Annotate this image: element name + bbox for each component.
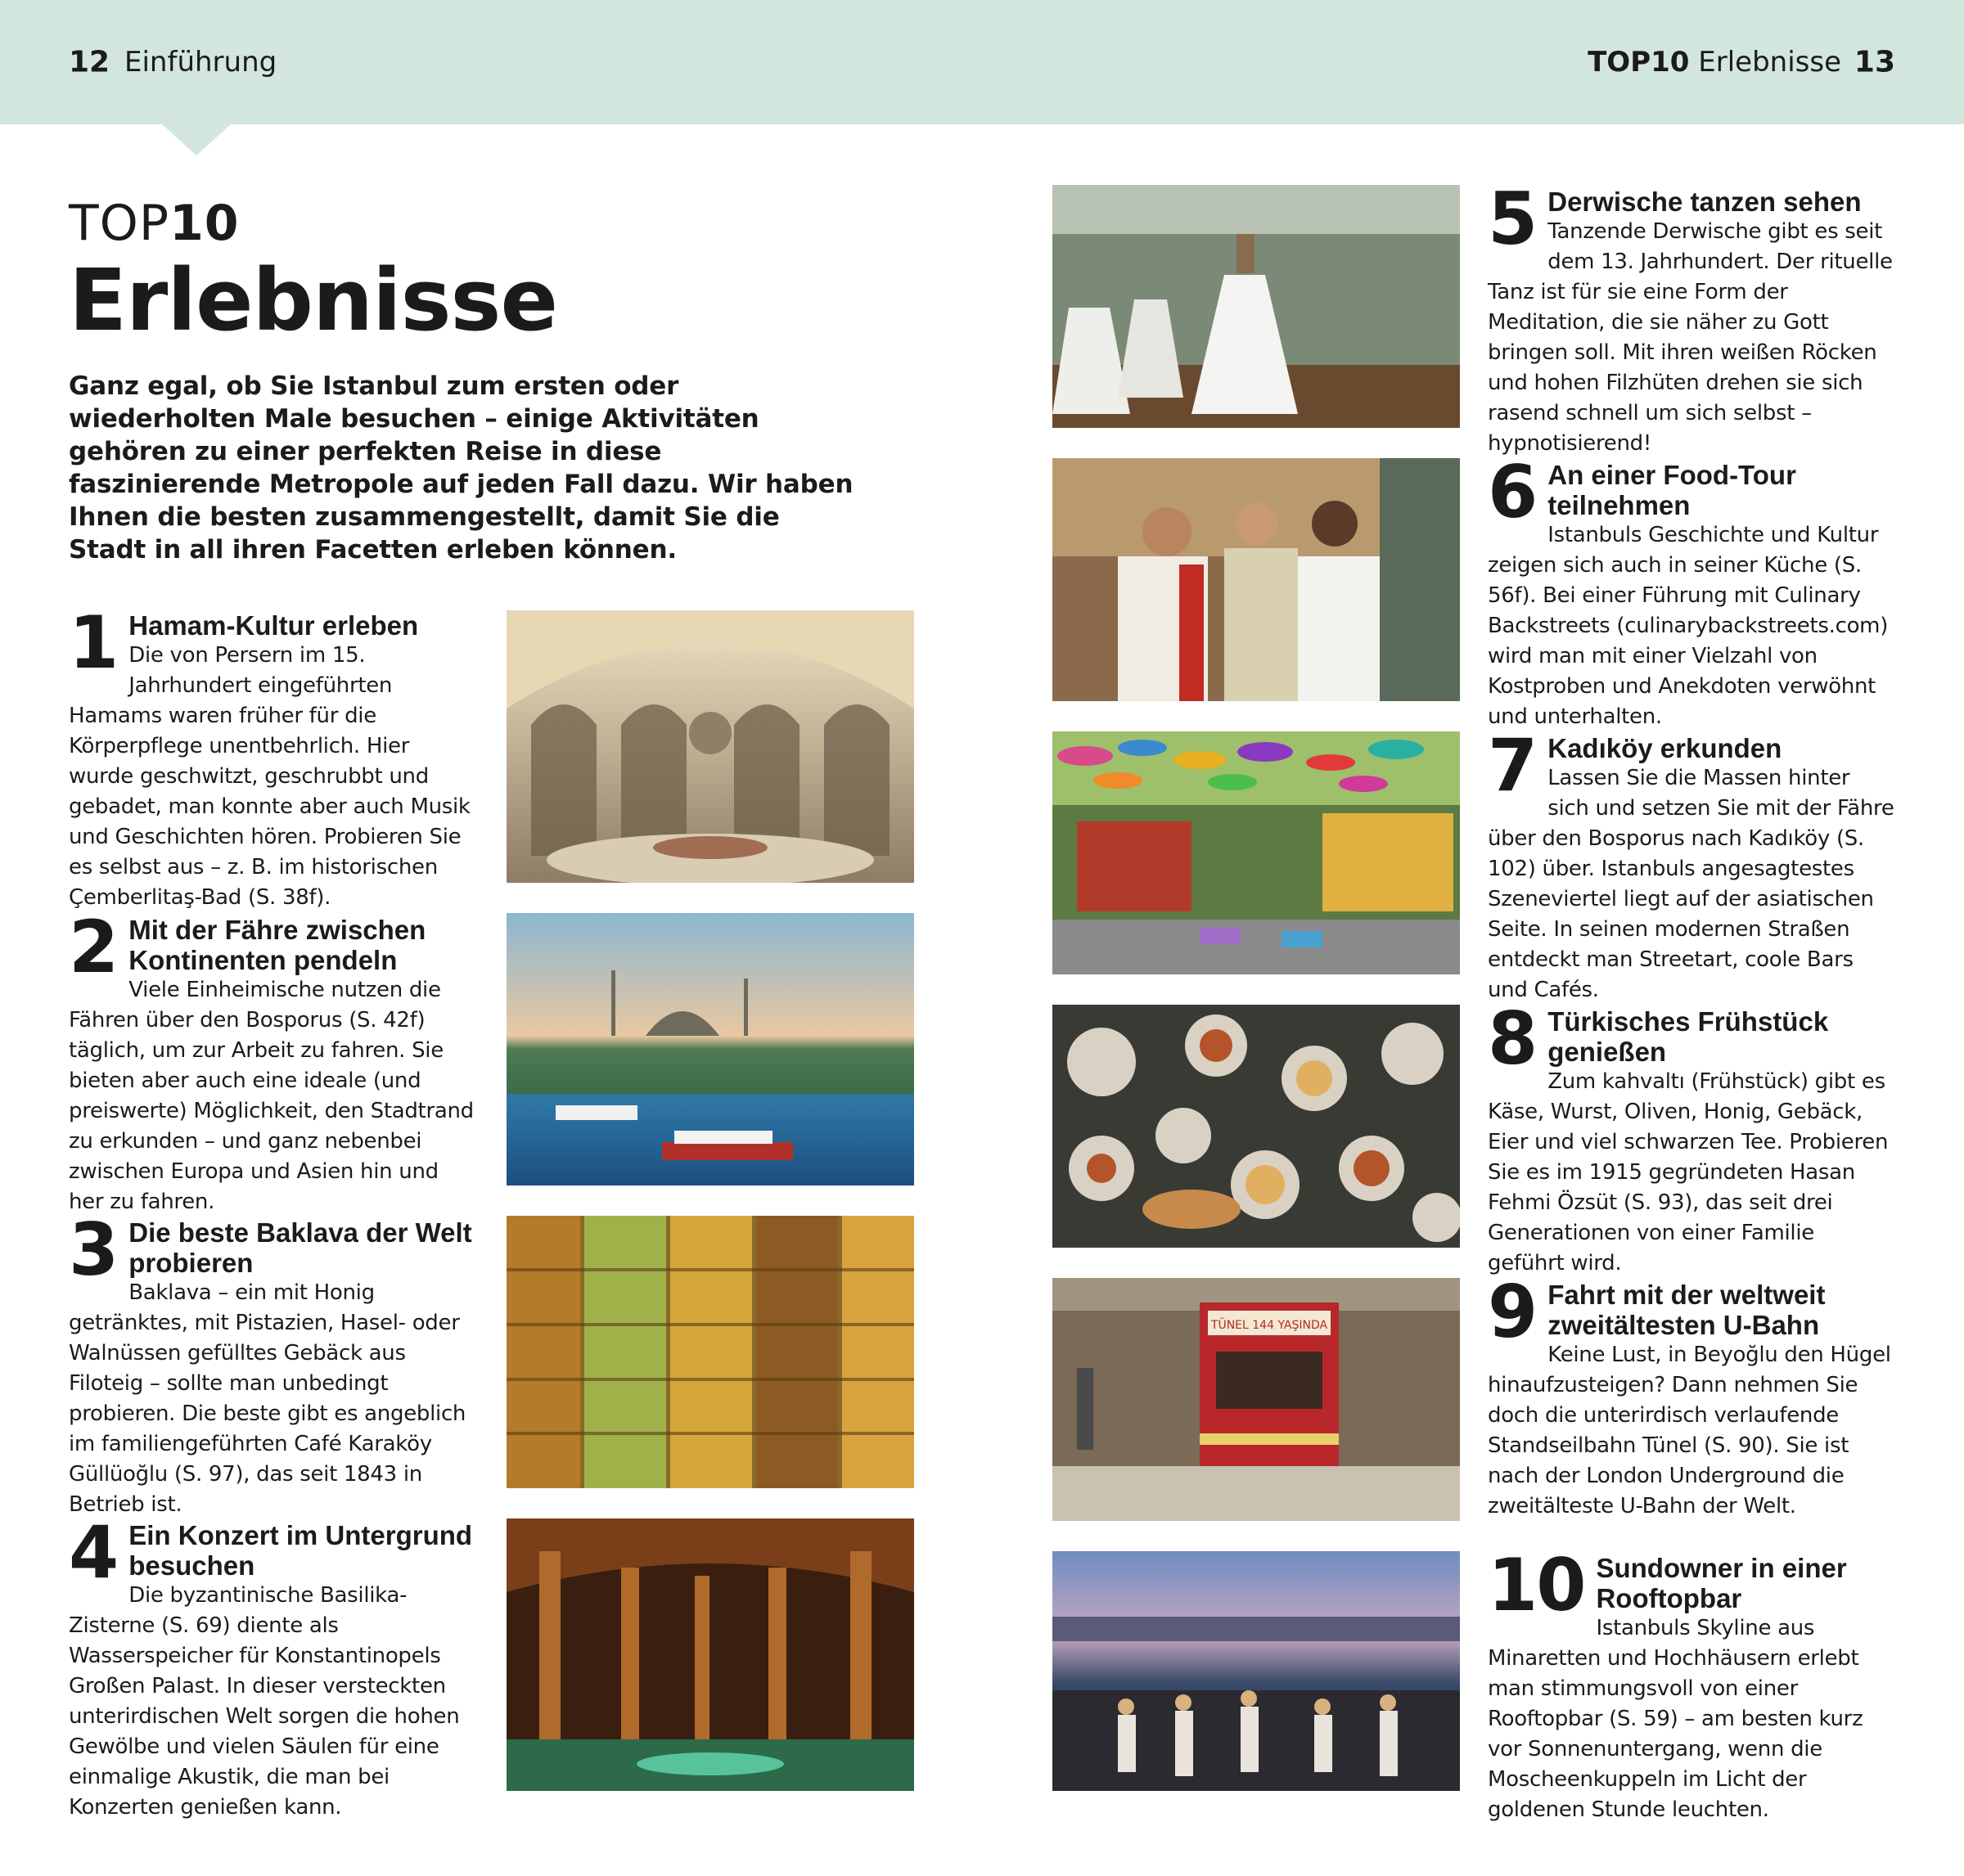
item-title: Türkisches Frühstück genießen	[1547, 1006, 1829, 1067]
left-page-number: 12	[69, 45, 110, 79]
top10-kicker: TOP10	[69, 195, 240, 252]
item-number: 7	[1488, 723, 1537, 808]
list-item	[69, 601, 478, 913]
hamam-photo	[507, 610, 914, 883]
rooftop-photo	[1052, 1551, 1460, 1791]
item-title: Derwische tanzen sehen	[1547, 187, 1862, 217]
item-number: 4	[69, 1510, 118, 1595]
list-item	[1488, 177, 1897, 459]
item-number: 6	[1488, 450, 1537, 534]
item-title: Sundowner in einer Rooftopbar	[1596, 1553, 1847, 1613]
dervish-photo	[1052, 185, 1460, 428]
item-title: An einer Food-Tour teilnehmen	[1547, 460, 1796, 520]
item-title: Die beste Baklava der Welt probieren	[128, 1217, 472, 1278]
list-item	[69, 1208, 478, 1520]
list-item	[69, 1510, 478, 1823]
foodtour-photo	[1052, 458, 1460, 701]
header-notch	[162, 124, 231, 155]
item-number: 5	[1488, 177, 1537, 261]
tram-sign: TÜNEL 144 YAŞINDA	[1210, 1319, 1328, 1332]
tunel-photo	[1052, 1278, 1460, 1521]
item-body: Die byzantinische Basilika-Zisterne (S. 69) diente als Wasserspeicher für Konstantinopels Großen Palast. In dieser versteckten unterirdischen Welt sorgen die hohen Gewölbe und vielen Säulen für eine einmalige Akustik, die man bei Konzerten genießen kann.	[69, 1583, 460, 1820]
item-number: 9	[1488, 1270, 1537, 1354]
item-number: 2	[69, 905, 118, 989]
page-title: Erlebnisse	[69, 250, 557, 350]
item-title: Fahrt mit der weltweit zweitältesten U-Bahn	[1547, 1280, 1826, 1340]
list-item	[1488, 1543, 1897, 1825]
left-section-label: Einführung	[124, 46, 277, 79]
item-title: Ein Konzert im Untergrund besuchen	[128, 1520, 473, 1581]
ferry-photo	[507, 913, 914, 1185]
item-number: 3	[69, 1208, 118, 1292]
item-body: Viele Einheimische nutzen die Fähren über den Bosporus (S. 42f) täglich, um zur Arbeit zu fahren. Sie bieten aber auch eine ideale (und preiswerte) Möglichkeit, den Stadtrand zu erkunden – und ganz nebenbei zwischen Europa und Asien hin und her zu fahren.	[69, 978, 474, 1214]
item-number: 8	[1488, 996, 1537, 1081]
list-item	[1488, 1270, 1897, 1522]
right-page-number: 13	[1854, 45, 1895, 79]
item-number: 1	[69, 601, 118, 685]
item-body: Istanbuls Skyline aus Minaretten und Hochhäusern erlebt man stimmungsvoll von einer Rooftopbar (S. 59) – am besten kurz vor Sonnenuntergang, wenn die Moscheenkuppeln im Licht der goldenen Stunde leuchten.	[1488, 1616, 1863, 1822]
item-body: Tanzende Derwische gibt es seit dem 13. Jahrhundert. Der rituelle Tanz ist für sie eine Form der Meditation, die sie näher zu Gott bringen soll. Mit ihren weißen Röcken und hohen Filzhüten drehen sie sich rasend schnell um sich selbst – hypnotisierend!	[1488, 219, 1893, 456]
item-body: Zum kahvaltı (Frühstück) gibt es Käse, Wurst, Oliven, Honig, Gebäck, Eier und viel schwarzen Tee. Probieren Sie es im 1915 gegründeten Hasan Fehmi Özsüt (S. 93), das seit drei Generationen von einer Familie geführt wird.	[1488, 1069, 1889, 1275]
right-section-label: TOP10 Erlebnisse	[1588, 46, 1841, 79]
cistern-photo	[507, 1518, 914, 1791]
intro-paragraph: Ganz egal, ob Sie Istanbul zum ersten oder wiederholten Male besuchen – einige Aktivitäten gehören zu einer perfekten Reise in diese faszinierende Metropole auf jeden Fall dazu. Wir haben Ihnen die besten zusammengestellt, damit Sie die Stadt in all ihren Facetten erleben können.	[69, 371, 854, 565]
item-title: Hamam-Kultur erleben	[128, 610, 419, 641]
list-item	[1488, 996, 1897, 1279]
list-item	[1488, 723, 1897, 1005]
item-title: Kadıköy erkunden	[1547, 733, 1782, 763]
item-number: 10	[1488, 1543, 1585, 1627]
item-title: Mit der Fähre zwischen Kontinenten pendeln	[128, 915, 426, 975]
baklava-photo	[507, 1216, 914, 1488]
breakfast-photo	[1052, 1005, 1460, 1248]
item-body: Keine Lust, in Beyoğlu den Hügel hinaufzusteigen? Dann nehmen Sie doch die unterirdisch verlaufende Standseilbahn Tünel (S. 90). Sie ist nach der London Underground die zweitälteste U-Bahn der Welt.	[1488, 1343, 1891, 1518]
item-body: Lassen Sie die Massen hinter sich und setzen Sie mit der Fähre über den Bosporus nach Kadıköy (S. 102) über. Istanbuls angesagtestes Szeneviertel liegt auf der asiatischen Seite. In seinen modernen Straßen entdeckt man Streetart, coole Bars und Cafés.	[1488, 766, 1894, 1002]
item-body: Istanbuls Geschichte und Kultur zeigen sich auch in seiner Küche (S. 56f). Bei einer Führung mit Culinary Backstreets (culinarybackstreets.com) wird man mit einer Vielzahl von Kostproben und Anekdoten verwöhnt und unterhalten.	[1488, 523, 1889, 729]
list-item	[69, 905, 478, 1217]
item-body: Baklava – ein mit Honig getränktes, mit Pistazien, Hasel- oder Walnüssen gefülltes Gebäck aus Filoteig – sollte man unbedingt probieren. Die beste gibt es angeblich im familiengeführten Café Karaköy Güllüoğlu (S. 97), das seit 1843 in Betrieb ist.	[69, 1280, 466, 1517]
item-body: Die von Persern im 15. Jahrhundert eingeführten Hamams waren früher für die Körperpflege unentbehrlich. Hier wurde geschwitzt, geschrubbt und gebadet, man konnte aber auch Musik und Geschichten hören. Probieren Sie es selbst aus – z. B. im historischen Çemberlitaş-Bad (S. 38f).	[69, 643, 471, 910]
list-item	[1488, 450, 1897, 732]
kadikoy-photo	[1052, 731, 1460, 974]
